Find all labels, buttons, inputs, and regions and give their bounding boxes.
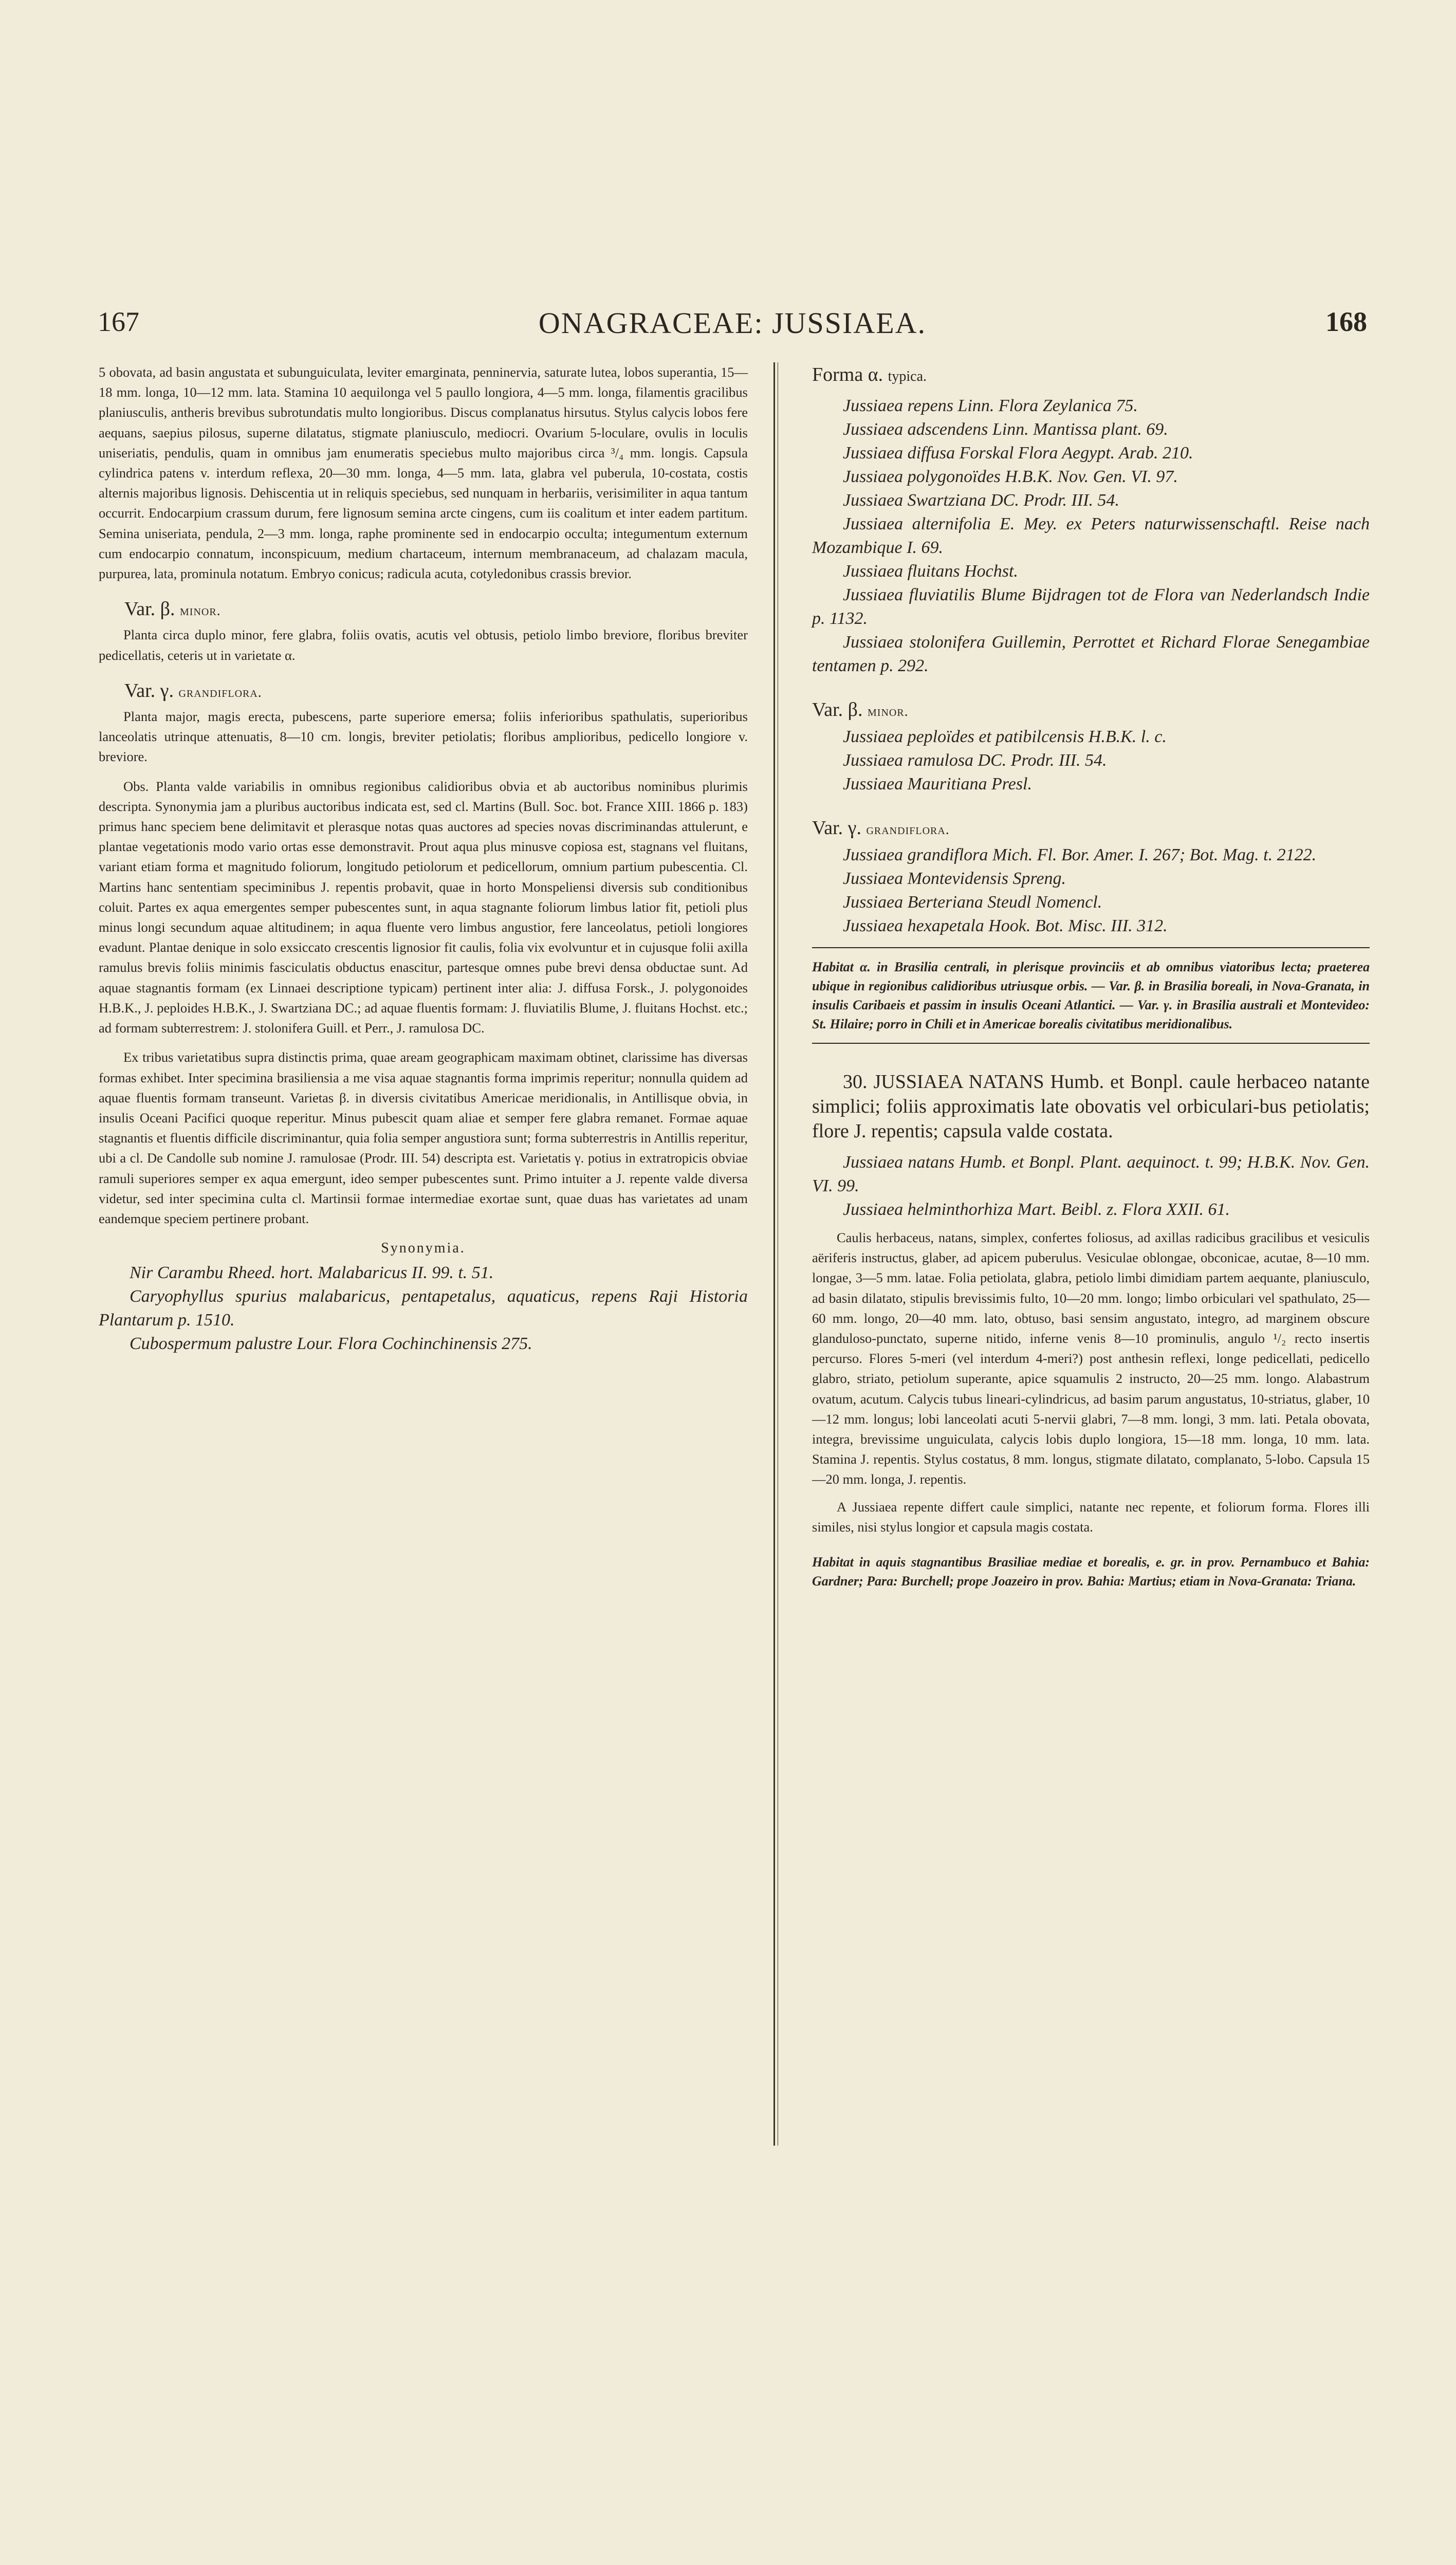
citation: Jussiaea Montevidensis Spreng. <box>843 869 1066 888</box>
citation: Jussiaea helminthorhiza Mart. Beibl. z. Flora XXII. 61. <box>843 1200 1230 1219</box>
variety-beta-heading <box>812 698 1370 721</box>
habitat-paragraph: Habitat α. in Brasilia centrali, in plerisque provinciis et ab omnibus viatoribus lecta; praeterea ubique in regionibus calidioribus utriusque orbis. — Var. β. in Brasilia boreali, in Nova-Granata, in insulis Caribaeis et passim in insulis Oceani Atlantici. — Var. γ. in Brasilia australi et Montevideo: St. Hilaire; porro in Chili et in Americae borealis civitatibus meridionalibus. <box>812 959 1370 1031</box>
citation: Jussiaea natans Humb. et Bonpl. Plant. aequinoct. t. 99; H.B.K. Nov. Gen. VI. 99. <box>812 1153 1370 1195</box>
page-number-left: 167 <box>98 306 139 337</box>
citation: Jussiaea stolonifera Guillemin, Perrottet et Richard Florae Senegambiae tentamen p. 292. <box>812 633 1370 675</box>
variety-gamma-text: Planta major, magis erecta, pubescens, parte superiore emersa; foliis inferioribus spathulatis, superioribus lanceolatis utrinque attenuatis, 8—10 cm. longis, breviter petiolatis; floribus amplioribus, pedicello longiore v. breviore. <box>99 709 748 765</box>
citation: Jussiaea Berteriana Steudl Nomencl. <box>843 893 1102 912</box>
variety-beta-text: Planta circa duplo minor, fere glabra, foliis ovatis, acutis vel obtusis, petiolo limbo breviore, floribus breviter pedicellatis, ceteris ut in varietate α. <box>99 627 748 663</box>
synonym-citation: Cubospermum palustre Lour. Flora Cochinchinensis 275. <box>130 1334 532 1354</box>
citation: Jussiaea polygonoïdes H.B.K. Nov. Gen. VI. 97. <box>843 467 1178 486</box>
citation: Jussiaea peploïdes et patibilcensis H.B.K. l. c. <box>843 727 1167 746</box>
running-title: ONAGRACEAE: JUSSIAEA. <box>538 306 927 340</box>
citation: Jussiaea hexapetala Hook. Bot. Misc. III. 312. <box>843 916 1168 935</box>
page-number-right: 168 <box>1325 306 1367 337</box>
variety-gamma-heading <box>812 817 1370 839</box>
citation: Jussiaea fluitans Hochst. <box>843 562 1018 581</box>
citation: Jussiaea fluviatilis Blume Bijdragen tot de Flora van Nederlandsch Indie p. 1132. <box>812 585 1370 628</box>
varieties-discussion: Ex tribus varietatibus supra distinctis prima, quae aream geographicam maximam obtinet, clarissime has diversas formas exhibet. Inter specimina brasiliensia a me visa aquae stagnantis forma imprimis reperitur; nonnulla quidem ad aquae fluentis formam transeunt. Varietas β. in diversis civitatibus Americae meridionalis, in Antillisque obvia, in insulis Oceani Pacifici quoque reperitur. Minus pubescit quam aliae et semper fere glabra remanet. Formae aquae stagnantis et fluentis difficile discriminantur, quia folia semper angustiora sunt; forma subterrestris in Antillis reperitur, ubi a cl. De Candolle sub nomine J. ramulosae (Prodr. III. 54) descripta est. Varietatis γ. potius in extratropicis obviae ramuli superiores semper ex aqua emergunt, ideo semper pubescentes sunt. Primo intuiter a J. repente valde diversa videtur, sed inter specimina culta cl. Martinsii formae intermediae exortae sunt, quae duas has varietates ad unam eandemque speciem pertinere probant. <box>99 1049 748 1226</box>
variety-label: Var. β. <box>124 598 175 620</box>
variety-beta-heading <box>99 599 748 621</box>
citation: Jussiaea adscendens Linn. Mantissa plant. 69. <box>843 420 1168 439</box>
observation-paragraph: Obs. Planta valde variabilis in omnibus regionibus calidioribus obvia et ab auctoribus nominibus plurimis descripta. Synonymia jam a pluribus auctoribus indicata est, sed cl. Martins (Bull. Soc. bot. France XIII. 1866 p. 183) primus hanc speciem bene delimitavit et plerasque notas quas auctores ad species novas discriminandas attulerunt, e plantae vegetationis modo vario ortas esse demonstravit. Prout aqua plus minusve copiosa est, stagnans vel fluitans, variant etiam forma et magnitudo foliorum, longitudo petiolorum et pedicellorum, omnium partium pubescentia. Cl. Martins hanc sententiam speciminibus J. repentis probavit, quae in horto Monspeliensi diversis sub conditionibus coluit. Partes ex aqua emergentes semper pubescentes sunt, in aqua stagnante foliorum limbus latior fit, petioli plus minus longi secundum aquae altitudinem; in aqua fluente vero limbus angustior, fere lanceolatus, petioli longiores evadunt. Plantae denique in solo exsiccato crescentis lignosior fit caulis, folia vix evolvuntur et in cujusque folii axilla ramulus brevis foliis minimis fasciculatis obductus enascitur, partesque omnes pube brevi densa obductae sunt. Ad aquae stagnantis formam (ex Linnaei descriptione typicam) pertinent inter alia: J. diffusa Forsk., J. polygonoides H.B.K., J. peploides H.B.K., J. Swartziana DC.; ad aquae fluentis formam: J. fluviatilis Blume, J. fluitans Hochst. etc.; ad formam subterrestrem: J. stolonifera Guill. et Perr., J. ramulosa DC. <box>99 778 748 1036</box>
right-column <box>812 362 1370 1591</box>
left-column <box>99 362 748 1356</box>
description-paragraph: 5 obovata, ad basin angustata et subunguiculata, leviter emarginata, penninervia, saturate lutea, lobos superantia, 15—18 mm. longa, 10—12 mm. lata. Stamina 10 aequilonga vel 5 paullo longiora, 4—5 mm. longa, filamentis gracilibus planiusculis, antheris brevibus subrotundatis multo longioribus. Discus complanatus hirsutus. Stylus calycis lobos fere aequans, saepius pilosus, superne dilatatus, stigmate planiusculo, mediocri. Ovarium 5-loculare, ovulis in loculis uniseriatis, pendulis, quam in omnibus jam enumeratis speciebus multo majoribus circa ³/₄ mm. longis. Capsula cylindrica patens v. interdum reflexa, 20—30 mm. longa, 4—5 mm. lata, glabra vel puberula, 10-costata, costis alternis majoribus lignosis. Dehiscentia ut in reliquis speciebus, sed nunquam in herbariis, verisimiliter in aqua tantum occurrit. Endocarpium crassum durum, fere lignosum semina arcte cingens, cum iis coalitum et inter eadem partitum. Semina uniseriata, pendula, 2—3 mm. longa, raphe prominente sed in endocarpio occulta; integumentum externum cum endocarpio connatum, inconspicuum, medium chartaceum, internum membranaceum, ad chalazam macula, purpurea, lata, prominula notatum. Embryo conicus; radicula acuta, cotyledonibus crassis brevior. <box>99 364 748 582</box>
citation: Jussiaea ramulosa DC. Prodr. III. 54. <box>843 751 1107 770</box>
citation: Jussiaea grandiflora Mich. Fl. Bor. Amer. I. 267; Bot. Mag. t. 2122. <box>843 845 1317 864</box>
differentiation-paragraph: A Jussiaea repente differt caule simplici, natante nec repente, et foliorum forma. Flores illi similes, nisi stylus longior et capsula magis costata. <box>812 1499 1370 1535</box>
citation: Jussiaea Mauritiana Presl. <box>843 774 1032 794</box>
synonymy-heading: Synonymia. <box>381 1240 466 1257</box>
variety-label: Var. γ. <box>812 817 861 839</box>
description-paragraph: Caulis herbaceus, natans, simplex, confertes foliosus, ad axillas radicibus gracilibus et vesiculis aëriferis instructus, glaber, ad apicem puberulus. Vesiculae oblongae, obconicae, acutae, 8—10 mm. longae, 3—5 mm. latae. Folia petiolata, glabra, petiolo limbi dimidiam partem aequante, planiusculo, ad basin dilatato, stipulis brevissimis fulto, 10—20 mm. longo; limbo orbiculari vel spathulato, 25—60 mm. longo, 20—40 mm. lato, obtuso, basi sensim angustato, integro, ad marginem obscure glanduloso-punctato, superne nitido, inferne venis 8—10 prominulis, angulo ¹/₂ recto insertis percurso. Flores 5-meri (vel interdum 4-meri?) post anthesin reflexi, longe pedicellati, pedicello glabro, striato, petiolum superante, apice squamulis 2 instructo, 20—25 mm. longo. Alabastrum ovatum, acutum. Calycis tubus lineari-cylindricus, ad basim parum angustatus, 10-striatus, glaber, 10—12 mm. longus; lobi lanceolati acuti 5-nervii glabri, 7—8 mm. longi, 3 mm. lati. Petala obovata, integra, brevissime unguiculata, calycis lobis duplo longiora, 15—18 mm. longa, 10 mm. lata. Stamina J. repentis. Stylus costatus, 8 mm. longus, stigmate dilatato, complanato, 5-lobo. Capsula 15—20 mm. longa, J. repentis. <box>812 1230 1370 1487</box>
citation: Jussiaea alternifolia E. Mey. ex Peters naturwissenschaftl. Reise nach Mozambique I. 69. <box>812 514 1370 557</box>
variety-name: grandiflora. <box>866 822 950 838</box>
species-description <box>812 1228 1370 1537</box>
citation: Jussiaea Swartziana DC. Prodr. III. 54. <box>843 491 1120 510</box>
variety-gamma-heading <box>99 681 748 703</box>
variety-label: Var. β. <box>812 699 863 721</box>
forma-name: typica. <box>888 368 927 384</box>
page-header <box>98 306 1367 347</box>
species-heading: 30. JUSSIAEA NATANS Humb. et Bonpl. caule herbaceo natante simplici; foliis approximatis late obovatis vel orbiculari-bus petiolatis; flore J. repentis; capsula valde costata. <box>812 1071 1370 1142</box>
variety-name: grandiflora. <box>178 684 262 700</box>
section-rule <box>812 947 1370 948</box>
citation: Jussiaea diffusa Forskal Flora Aegypt. Arab. 210. <box>843 444 1193 463</box>
variety-name: minor. <box>180 603 221 619</box>
section-rule <box>812 1043 1370 1044</box>
synonym-citation: Nir Carambu Rheed. hort. Malabaricus II. 99. t. 51. <box>130 1263 494 1283</box>
forma-heading <box>812 362 1370 389</box>
citation: Jussiaea repens Linn. Flora Zeylanica 75. <box>843 396 1138 415</box>
variety-label: Var. γ. <box>124 679 174 702</box>
variety-name: minor. <box>868 704 909 719</box>
forma-label: Forma α. <box>812 364 883 385</box>
habitat-paragraph: Habitat in aquis stagnantibus Brasiliae mediae et borealis, e. gr. in prov. Pernambuco et Bahia: Gardner; Para: Burchell; prope Joazeiro in prov. Bahia: Martius; etiam in Nova-Granata: Triana. <box>812 1555 1370 1589</box>
column-divider <box>773 362 775 2146</box>
synonym-citation: Caryophyllus spurius malabaricus, pentapetalus, aquaticus, repens Raji Historia Plantarum p. 1510. <box>99 1287 748 1330</box>
